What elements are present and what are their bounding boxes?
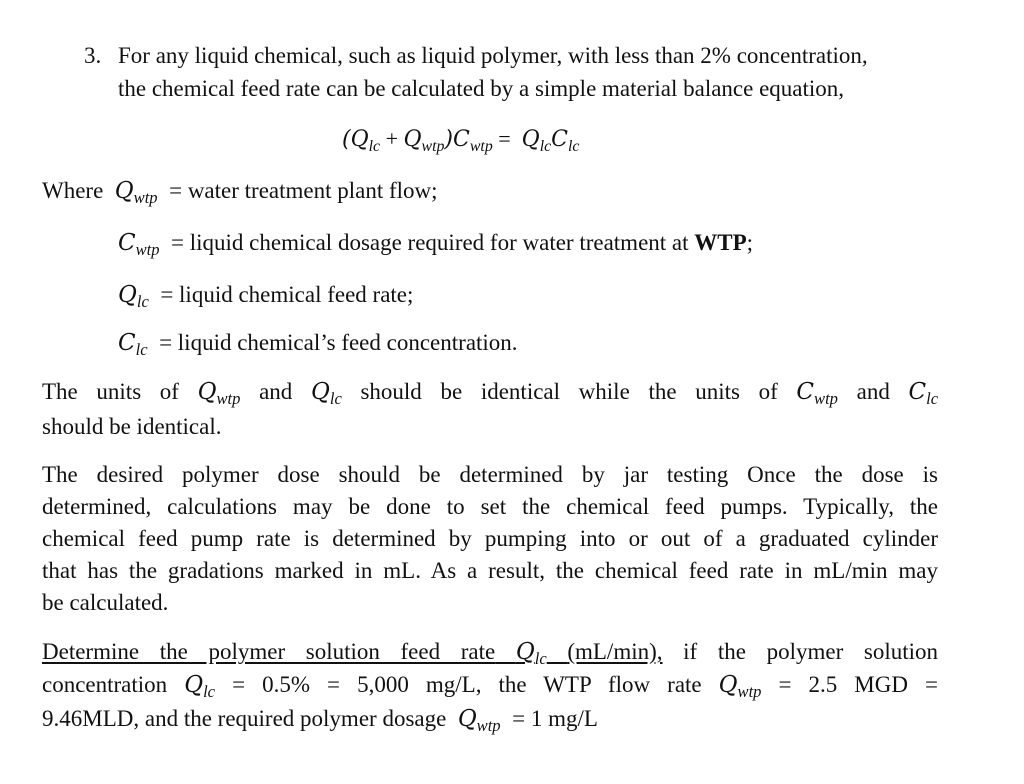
dose-paragraph-line-1: The desired polymer dose should be determined by jar testing Once the dose is (42, 462, 938, 487)
units-paragraph-line-1: The units of $Q_{wtp}$ and $Q_{lc}$ should be identical while the units of $C_{wtp}$ and $C_{lc}$ (42, 379, 939, 408)
problem-line-3: 9.46MLD, and the required polymer dosage $Q_{wtp} = 1$ mg/L (42, 706, 598, 735)
dose-paragraph-line-4: that has the gradations marked in mL. As a result, the chemical feed rate in mL/min may (42, 558, 938, 583)
definition-qwtp: Where $Q_{wtp}$ = water treatment plant flow; (42, 178, 438, 207)
item-line-1: For any liquid chemical, such as liquid polymer, with less than 2% concentration, (118, 43, 868, 68)
item-line-2: the chemical feed rate can be calculated by a simple material balance equation, (118, 76, 845, 101)
units-paragraph-line-2: should be identical. (42, 414, 222, 439)
problem-line-2: concentration $Q_{lc} = 0.5\% = 5,000$ mg/L, the WTP flow rate $Q_{wtp} = 2.5$ MGD = (42, 672, 938, 701)
definition-clc: $C_{lc}$ = liquid chemical’s feed concentration. (118, 330, 518, 359)
definition-cwtp: $C_{wtp}$ = liquid chemical dosage required for water treatment at WTP; (118, 230, 754, 259)
item-number: 3. (84, 43, 102, 68)
definition-qlc: $Q_{lc}$ = liquid chemical feed rate; (118, 282, 414, 311)
dose-paragraph-line-2: determined, calculations may be done to set the chemical feed pumps. Typically, the (42, 494, 938, 519)
material-balance-equation: $(Q_{lc} + Q_{wtp})C_{wtp} = Q_{lc}C_{lc}$ (342, 126, 580, 155)
problem-line-1: Determine the polymer solution feed rate $Q_{lc}$ (mL/min), if the polymer solution (42, 639, 939, 668)
dose-paragraph-line-3: chemical feed pump rate is determined by pumping into or out of a graduated cylinder (42, 526, 938, 551)
dose-paragraph-line-5: be calculated. (42, 590, 169, 615)
